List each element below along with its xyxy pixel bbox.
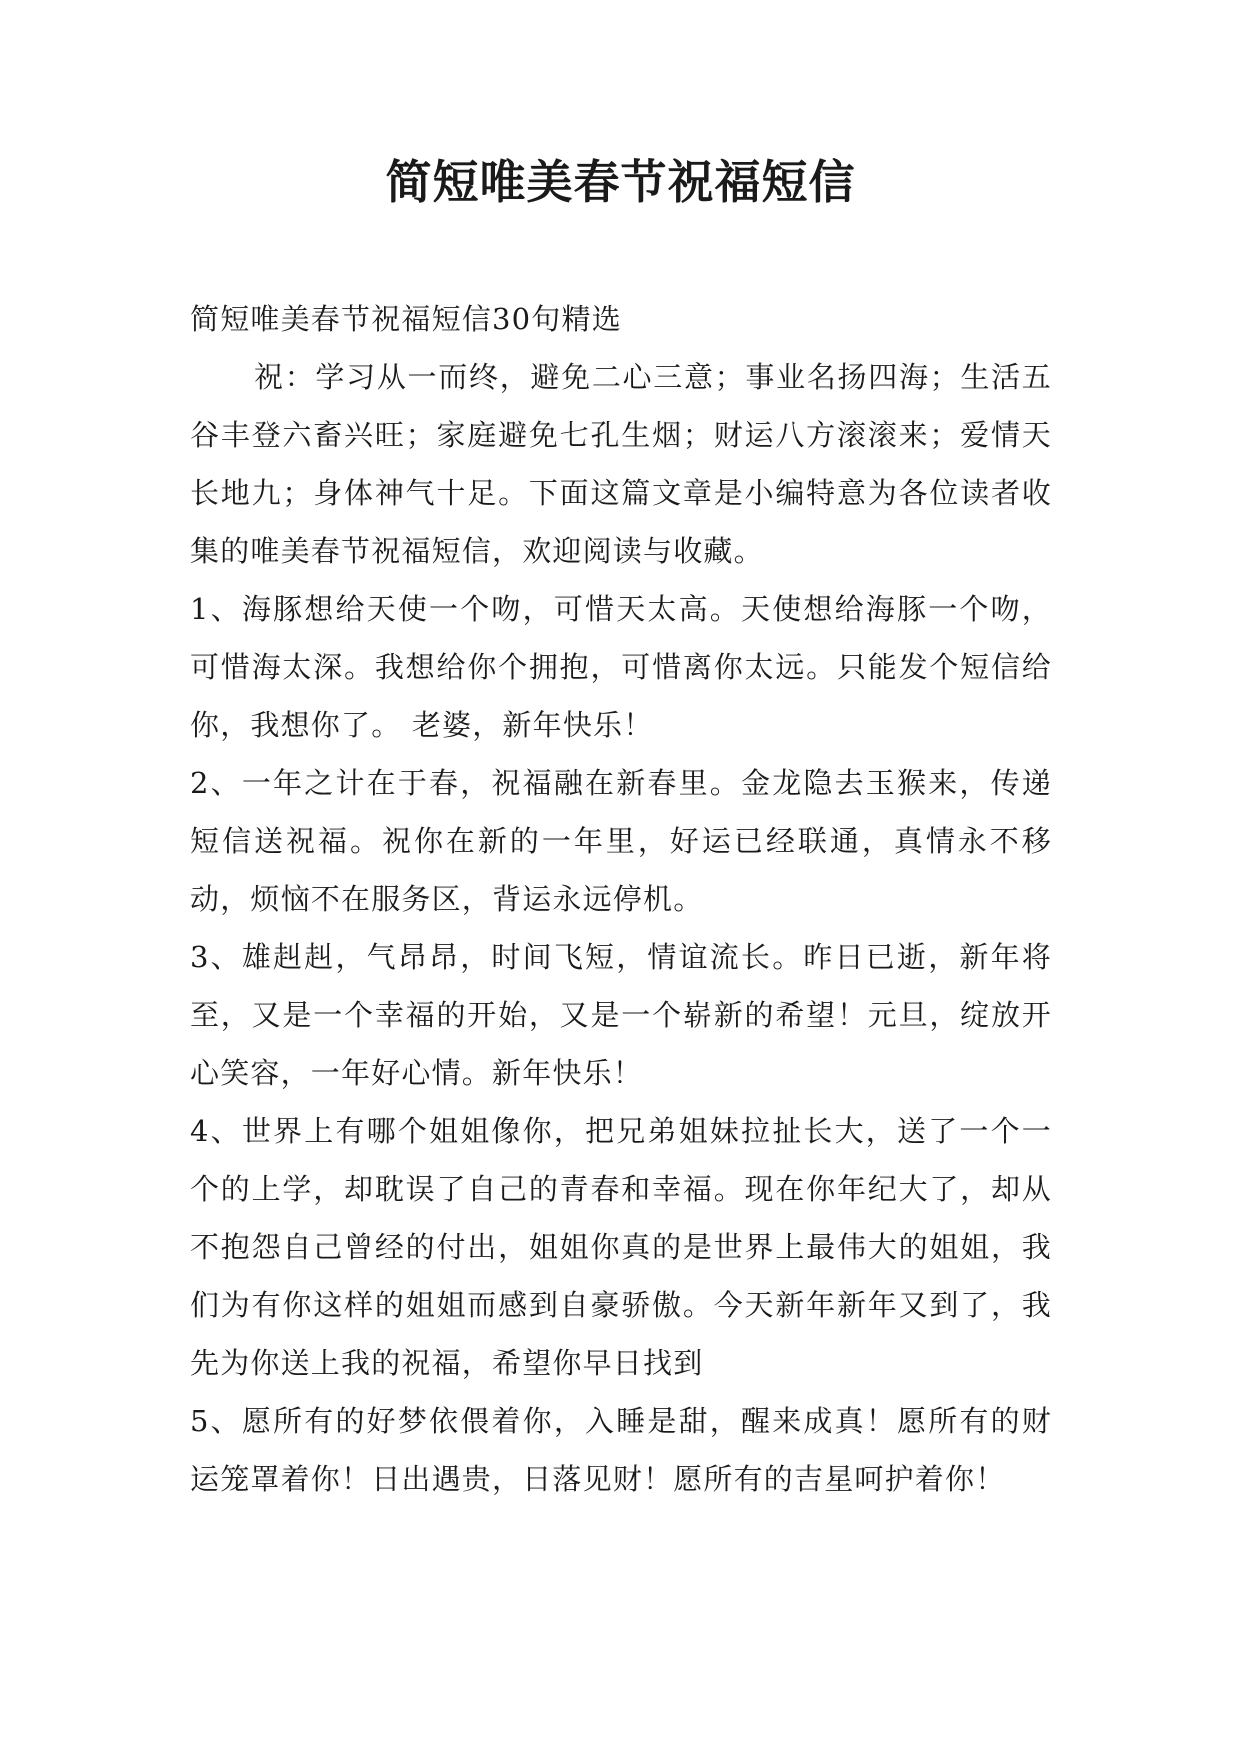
message-item-2: 2、一年之计在于春，祝福融在新春里。金龙隐去玉猴来，传递短信送祝福。祝你在新的一年里，好运已经联通，真情永不移动，烦恼不在服务区，背运永远停机。 [190,766,1052,916]
document-body [190,290,1052,1508]
message-item-4: 4、世界上有哪个姐姐像你，把兄弟姐妹拉扯长大，送了一个一个的上学，却耽误了自己的青春和幸福。现在你年纪大了，却从不抱怨自己曾经的付出，姐姐你真的是世界上最伟大的姐姐，我们为有你这样的姐姐而感到自豪骄傲。今天新年新年又到了，我先为你送上我的祝福，希望你早日找到 [190,1114,1052,1380]
document-title: 简短唯美春节祝福短信 [385,155,856,209]
intro-paragraph: 祝：学习从一而终，避免二心三意；事业名扬四海；生活五谷丰登六畜兴旺；家庭避免七孔生烟；财运八方滚滚来；爱情天长地九；身体神气十足。下面这篇文章是小编特意为各位读者收集的唯美春节祝福短信，欢迎阅读与收藏。 [190,360,1052,568]
document-subtitle: 简短唯美春节祝福短信30句精选 [190,302,622,336]
message-item-3: 3、雄赳赳，气昂昂，时间飞短，情谊流长。昨日已逝，新年将至，又是一个幸福的开始，又是一个崭新的希望！元旦，绽放开心笑容，一年好心情。新年快乐！ [190,940,1052,1090]
message-item-5: 5、愿所有的好梦依偎着你，入睡是甜，醒来成真！愿所有的财运笼罩着你！日出遇贵，日落见财！愿所有的吉星呵护着你！ [190,1404,1052,1496]
message-item-1: 1、海豚想给天使一个吻，可惜天太高。天使想给海豚一个吻，可惜海太深。我想给你个拥抱，可惜离你太远。只能发个短信给你，我想你了。 老婆，新年快乐！ [190,592,1052,742]
